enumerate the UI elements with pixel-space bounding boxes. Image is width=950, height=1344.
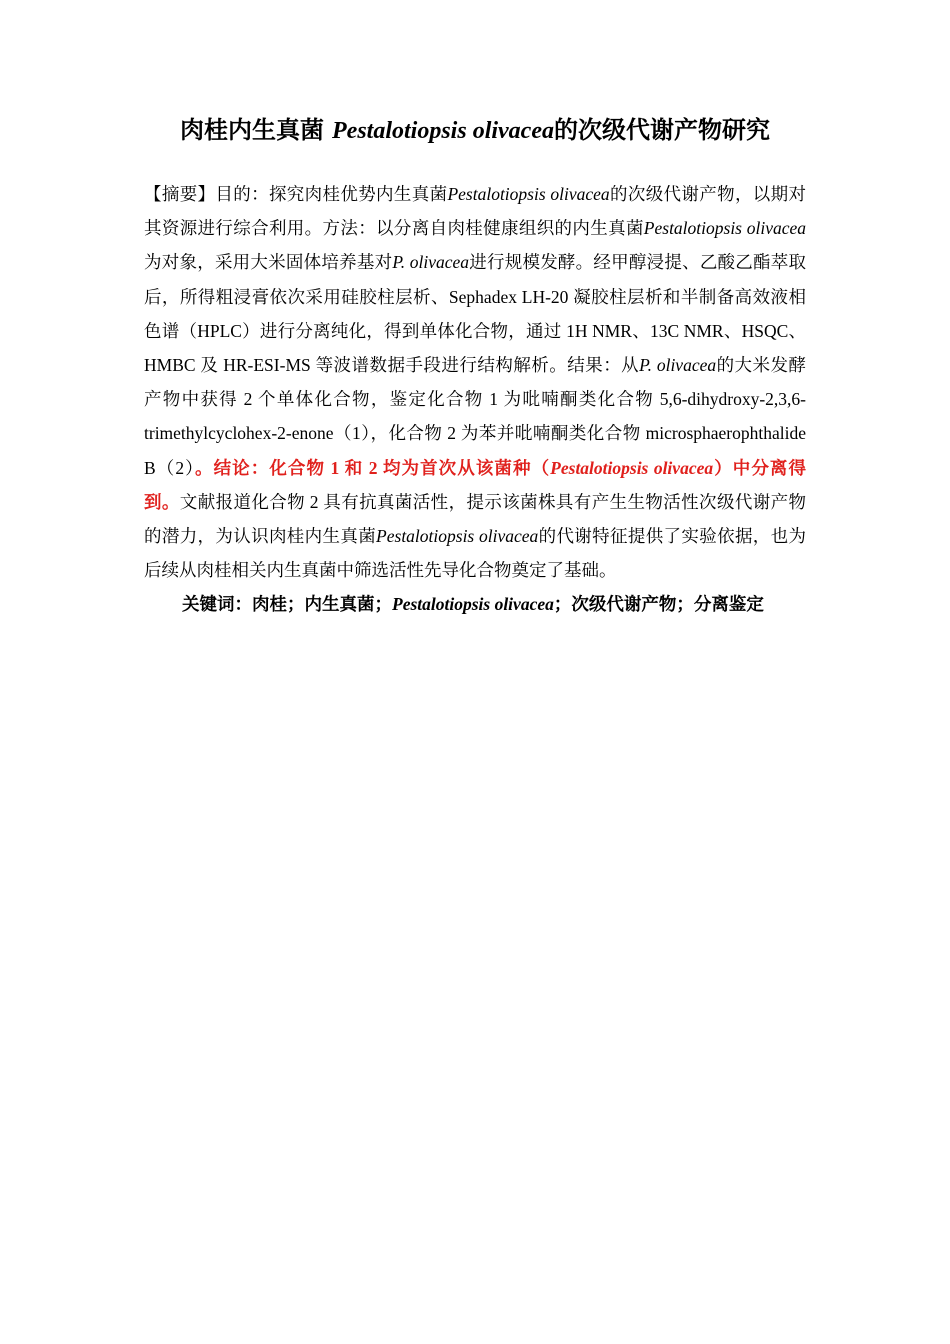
abstract-text-6: 文献报道化合物 2 具有抗真菌活性，提示该菌株具有产生生物活性次级代谢产物的潜力，为认识肉桂内生真菌 bbox=[144, 491, 807, 547]
abstract-species-5: Pestalotiopsis olivacea bbox=[376, 526, 539, 547]
abstract-species-1: Pestalotiopsis olivacea bbox=[447, 184, 610, 204]
abstract-species-2: Pestalotiopsis olivacea bbox=[643, 218, 806, 239]
conclusion-highlight-2: ）中分离得到。 bbox=[144, 457, 807, 512]
keywords-part1: 关键词：肉桂；内生真菌； bbox=[182, 594, 392, 615]
abstract-text-2: 的次级代谢产物，以期对其资源进行综合利用。方法：以分离自肉桂健康组织的内生真菌 bbox=[144, 184, 807, 239]
keywords-line bbox=[144, 587, 806, 621]
conclusion-highlight-species: Pestalotiopsis olivacea bbox=[550, 457, 714, 478]
abstract-block bbox=[144, 177, 806, 622]
keywords-part2: ；次级代谢产物；分离鉴定 bbox=[553, 594, 764, 615]
keywords-species: Pestalotiopsis olivacea bbox=[392, 594, 554, 615]
abstract-text-3: 为对象，采用大米固体培养基对 bbox=[144, 252, 393, 273]
title-part1: 肉桂内生真菌 bbox=[180, 118, 325, 144]
title-part2: 的次级代谢产物研究 bbox=[553, 118, 770, 144]
conclusion-highlight-1: 。结论：化合物 1 和 2 均为首次从该菌种（ bbox=[195, 457, 551, 478]
title-species: Pestalotiopsis olivacea bbox=[332, 118, 554, 144]
abstract-paragraph bbox=[144, 177, 806, 587]
abstract-text-7: 的代谢特征提供了实验依据，也为后续从肉桂相关内生真菌中筛选活性先导化合物奠定了基础。 bbox=[144, 526, 806, 581]
document-title bbox=[100, 113, 850, 149]
abstract-text-5: 的大米发酵产物中获得 2 个单体化合物，鉴定化合物 1 为吡喃酮类化合物 5,6-dihydroxy-2,3,6-trimethylcyclohex-2-enone（1），化合物 2 为苯并吡喃酮类化合物 microsphaerophthalide B（2） bbox=[144, 355, 806, 478]
abstract-text-1: 【摘要】目的：探究肉桂优势内生真菌 bbox=[144, 184, 448, 204]
abstract-species-4: P. olivacea bbox=[639, 355, 717, 376]
abstract-species-3: P. olivacea bbox=[392, 252, 470, 273]
abstract-text-4: 进行规模发酵。经甲醇浸提、乙酸乙酯萃取后，所得粗浸膏依次采用硅胶柱层析、Sephadex LH-20 凝胶柱层析和半制备高效液相色谱（HPLC）进行分离纯化，得到单体化合物，通过 1H NMR、13C NMR、HSQC、HMBC 及 HR-ESI-MS 等波谱数据手段进行结构解析。结果：从 bbox=[144, 252, 807, 376]
